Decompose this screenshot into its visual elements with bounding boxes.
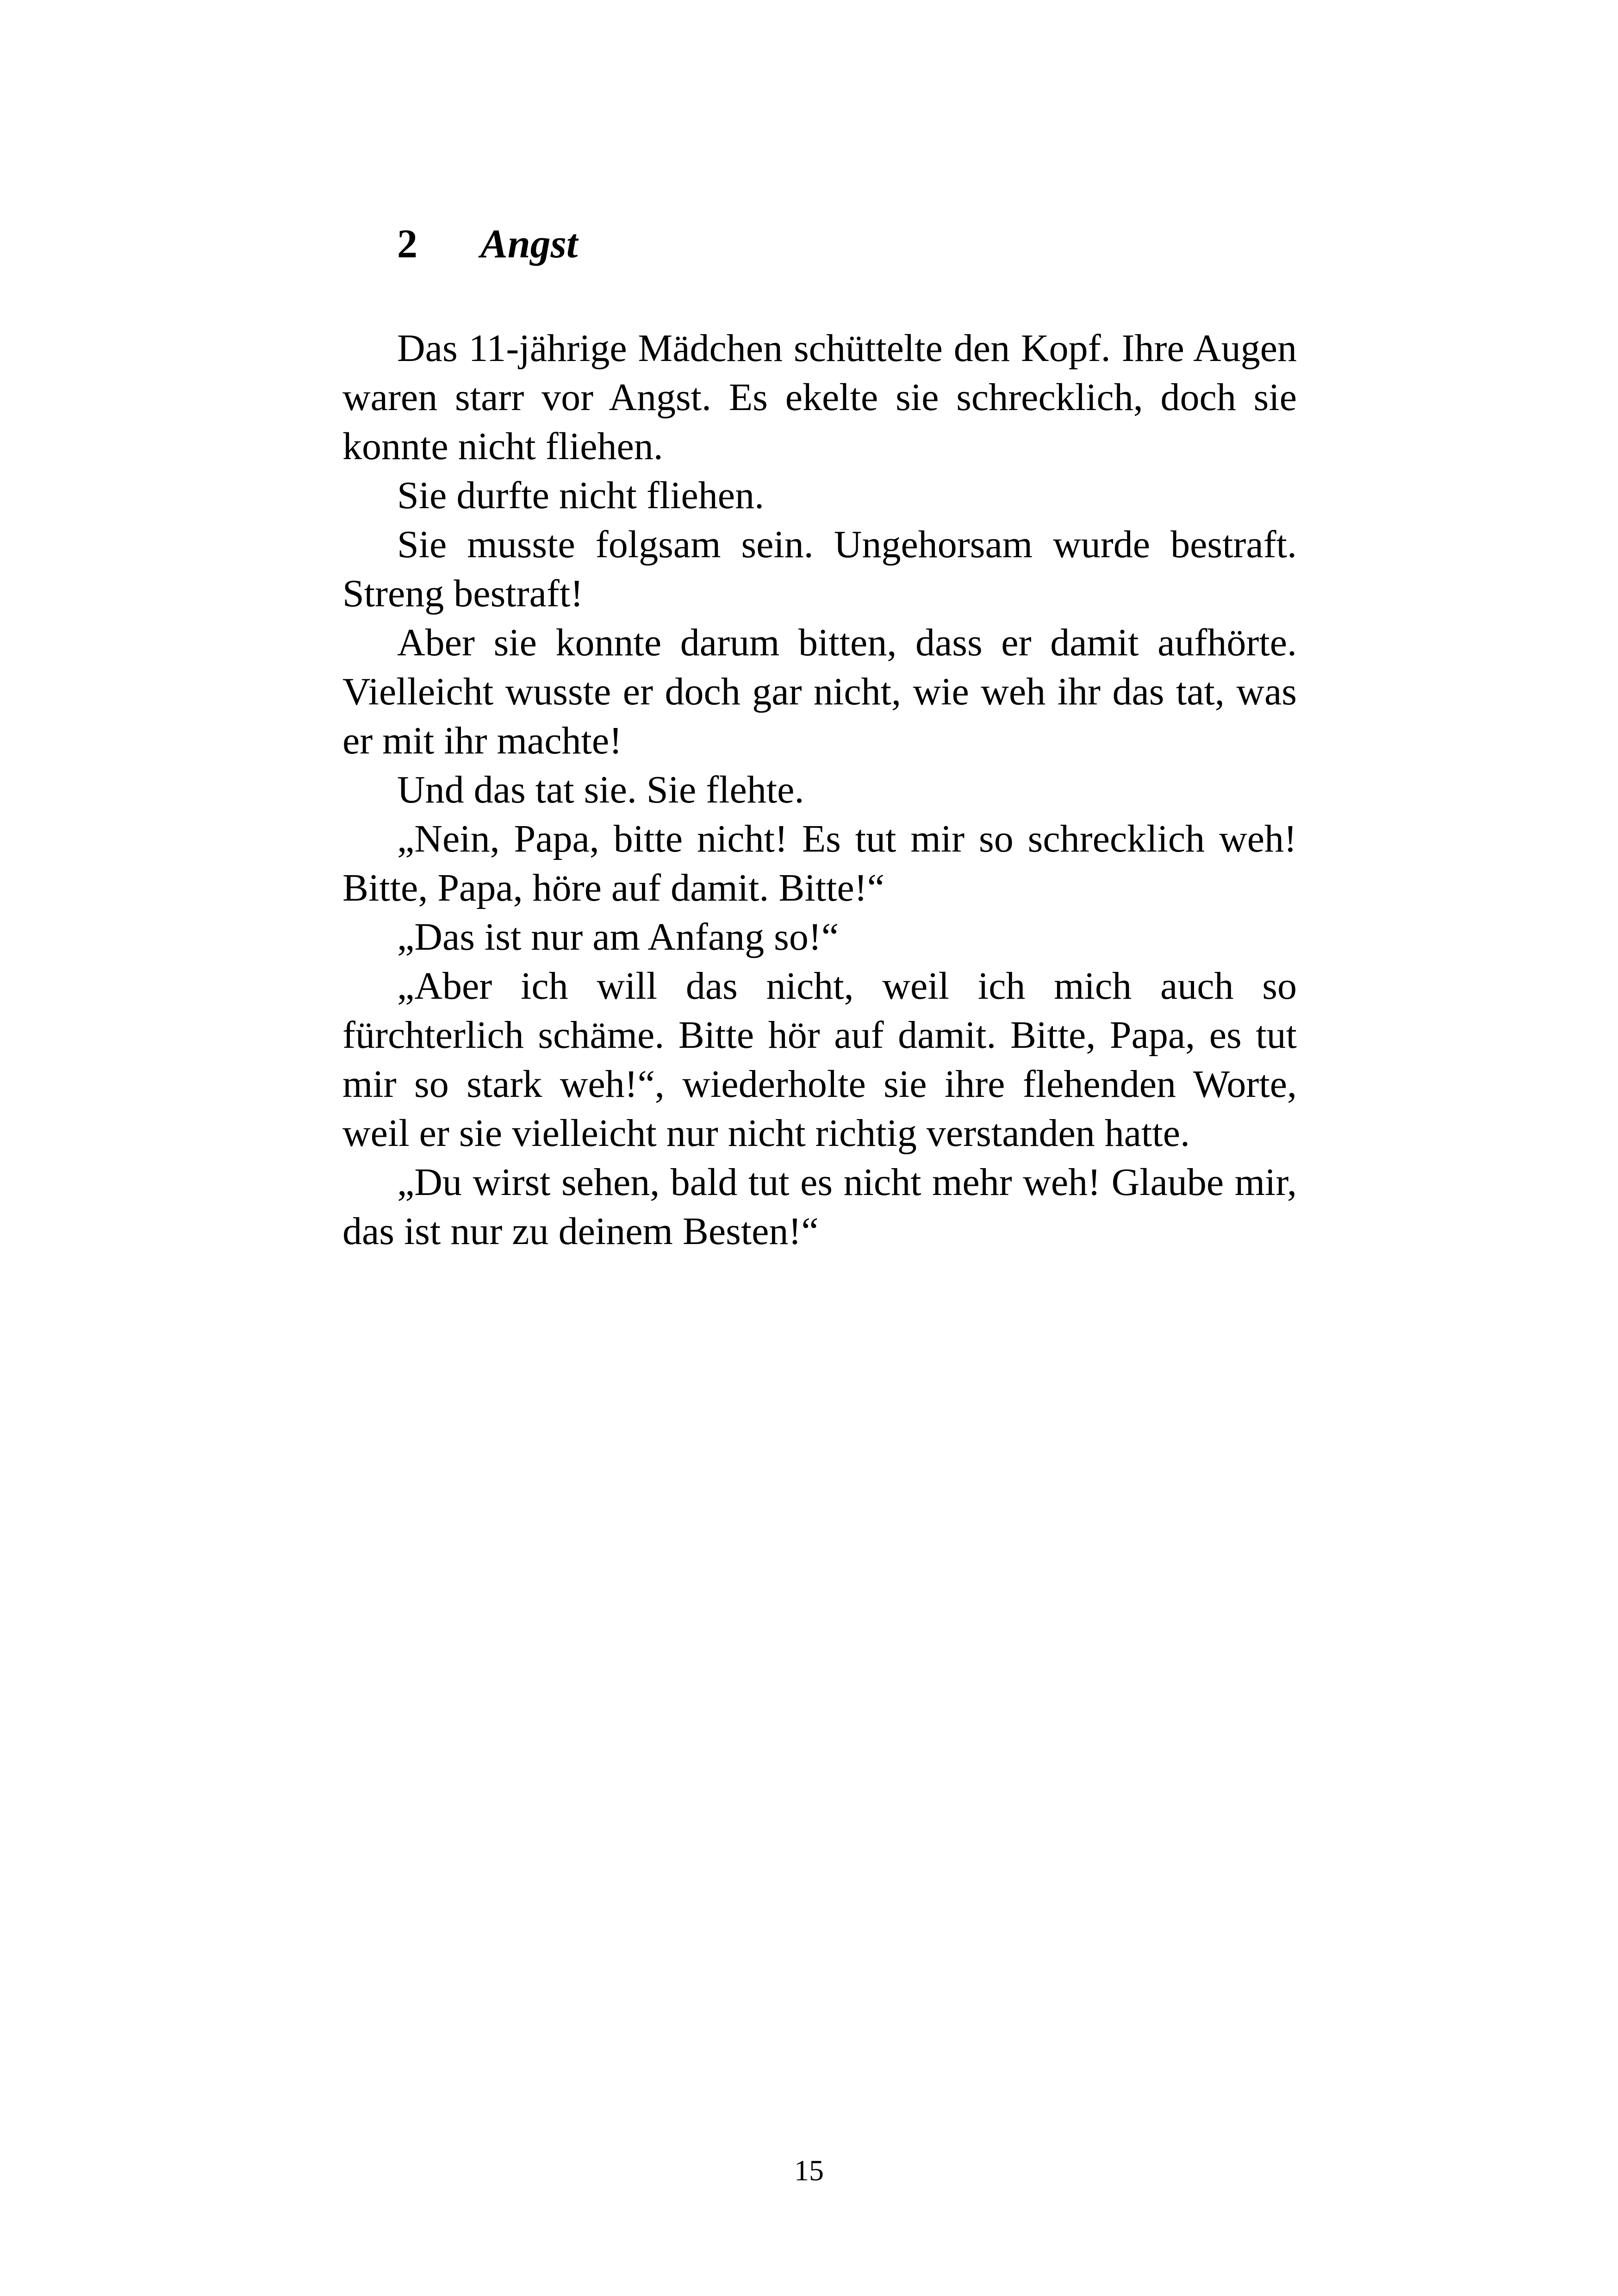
paragraph: Sie musste folgsam sein. Ungehorsam wurde bestraft. Streng bestraft! bbox=[342, 523, 1297, 615]
chapter-heading bbox=[397, 221, 578, 268]
chapter-body bbox=[342, 324, 1297, 1256]
paragraph: Aber sie konnte darum bitten, dass er damit aufhörte. Vielleicht wusste er doch gar nicht, wie weh ihr das tat, was er mit ihr machte! bbox=[342, 621, 1297, 762]
paragraph: „Du wirst sehen, bald tut es nicht mehr weh! Glaube mir, das ist nur zu deinem Besten!“ bbox=[342, 1161, 1297, 1253]
chapter-number: 2 bbox=[397, 222, 417, 267]
paragraph: Und das tat sie. Sie flehte. bbox=[397, 768, 804, 811]
chapter-title: Angst bbox=[480, 222, 578, 267]
paragraph: Das 11-jährige Mädchen schüttelte den Kopf. Ihre Augen waren starr vor Angst. Es ekelte sie schrecklich, doch sie konnte nicht fliehen. bbox=[342, 327, 1297, 468]
page-number: 15 bbox=[794, 2154, 824, 2187]
paragraph: „Aber ich will das nicht, weil ich mich auch so fürchterlich schäme. Bitte hör auf damit. Bitte, Papa, es tut mir so stark weh!“, wiederholte sie ihre flehenden Worte, weil er sie vielleicht nur nicht richtig verstanden hatte. bbox=[342, 964, 1297, 1155]
paragraph: „Das ist nur am Anfang so!“ bbox=[397, 915, 839, 958]
paragraph: „Nein, Papa, bitte nicht! Es tut mir so schrecklich weh! Bitte, Papa, höre auf damit. Bitte!“ bbox=[342, 817, 1297, 909]
paragraph: Sie durfte nicht fliehen. bbox=[397, 474, 765, 517]
